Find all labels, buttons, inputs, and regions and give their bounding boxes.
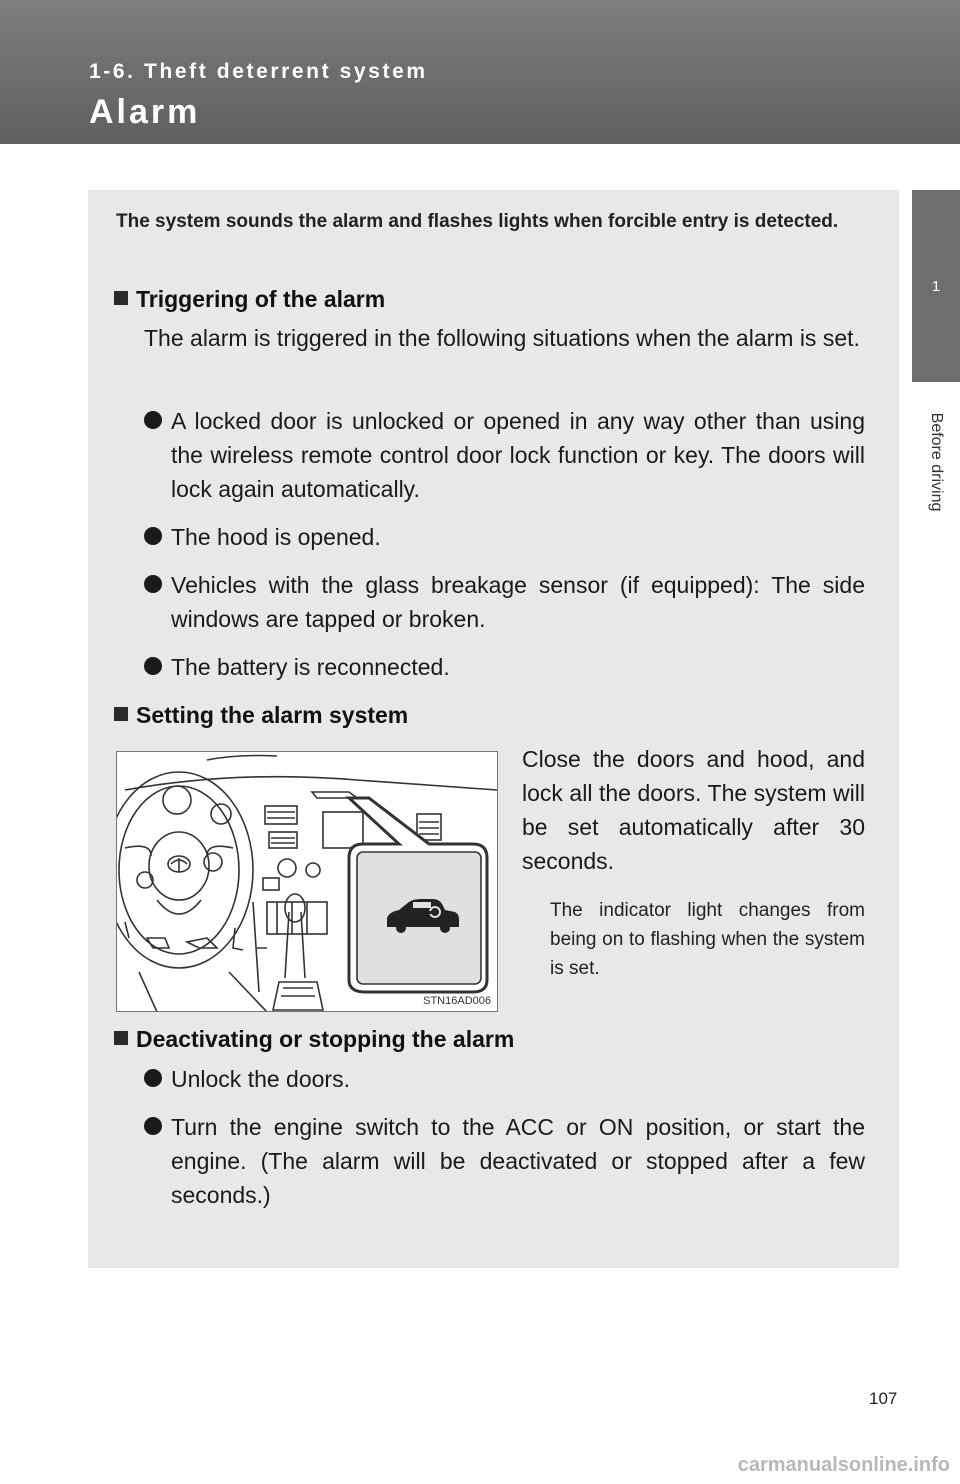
- list-item: Vehicles with the glass breakage sensor (if equipped): The side windows are tapped or broken.: [144, 568, 865, 636]
- dashboard-drawing: [117, 752, 498, 1012]
- heading-setting: Setting the alarm system: [114, 700, 408, 730]
- heading-triggering: Triggering of the alarm: [114, 284, 385, 314]
- bullet-dot-icon: [144, 575, 162, 593]
- chapter-number: 1: [931, 277, 941, 295]
- page-number: 107: [869, 1389, 898, 1408]
- intro-text: The system sounds the alarm and flashes lights when forcible entry is detected.: [116, 211, 839, 232]
- list-item: A locked door is unlocked or opened in any way other than using the wireless remote control door lock function or key. The doors will lock again automatically.: [144, 404, 865, 506]
- square-bullet-icon: [114, 1031, 128, 1045]
- setting-text: Close the doors and hood, and lock all the doors. The system will be set automatically after 30 seconds.: [522, 746, 865, 874]
- square-bullet-icon: [114, 707, 128, 721]
- bullet-dot-icon: [144, 1117, 162, 1135]
- dashboard-illustration: [116, 751, 498, 1012]
- list-item: Unlock the doors.: [144, 1062, 865, 1096]
- square-bullet-icon: [114, 291, 128, 305]
- bullet-dot-icon: [144, 657, 162, 675]
- bullet-dot-icon: [144, 411, 162, 429]
- content-box: [88, 190, 899, 1268]
- chapter-tab[interactable]: [912, 190, 960, 382]
- page-header: [0, 0, 960, 144]
- list-item: The hood is opened.: [144, 520, 865, 554]
- heading-deactivating: Deactivating or stopping the alarm: [114, 1024, 514, 1054]
- list-item: The battery is reconnected.: [144, 650, 865, 684]
- figure-code: STN16AD006: [423, 995, 491, 1007]
- bullet-dot-icon: [144, 527, 162, 545]
- chapter-label: Before driving: [928, 412, 945, 512]
- list-item: Turn the engine switch to the ACC or ON position, or start the engine. (The alarm will be deactivated or stopped after a few seconds.): [144, 1110, 865, 1212]
- page-title: Alarm: [89, 93, 201, 131]
- triggering-text: The alarm is triggered in the following situations when the alarm is set.: [144, 325, 860, 351]
- indicator-note: The indicator light changes from being on to flashing when the system is set.: [550, 900, 865, 979]
- bullet-dot-icon: [144, 1069, 162, 1087]
- section-label: 1-6. Theft deterrent system: [89, 60, 428, 83]
- watermark: carmanualsonline.info: [737, 1454, 950, 1476]
